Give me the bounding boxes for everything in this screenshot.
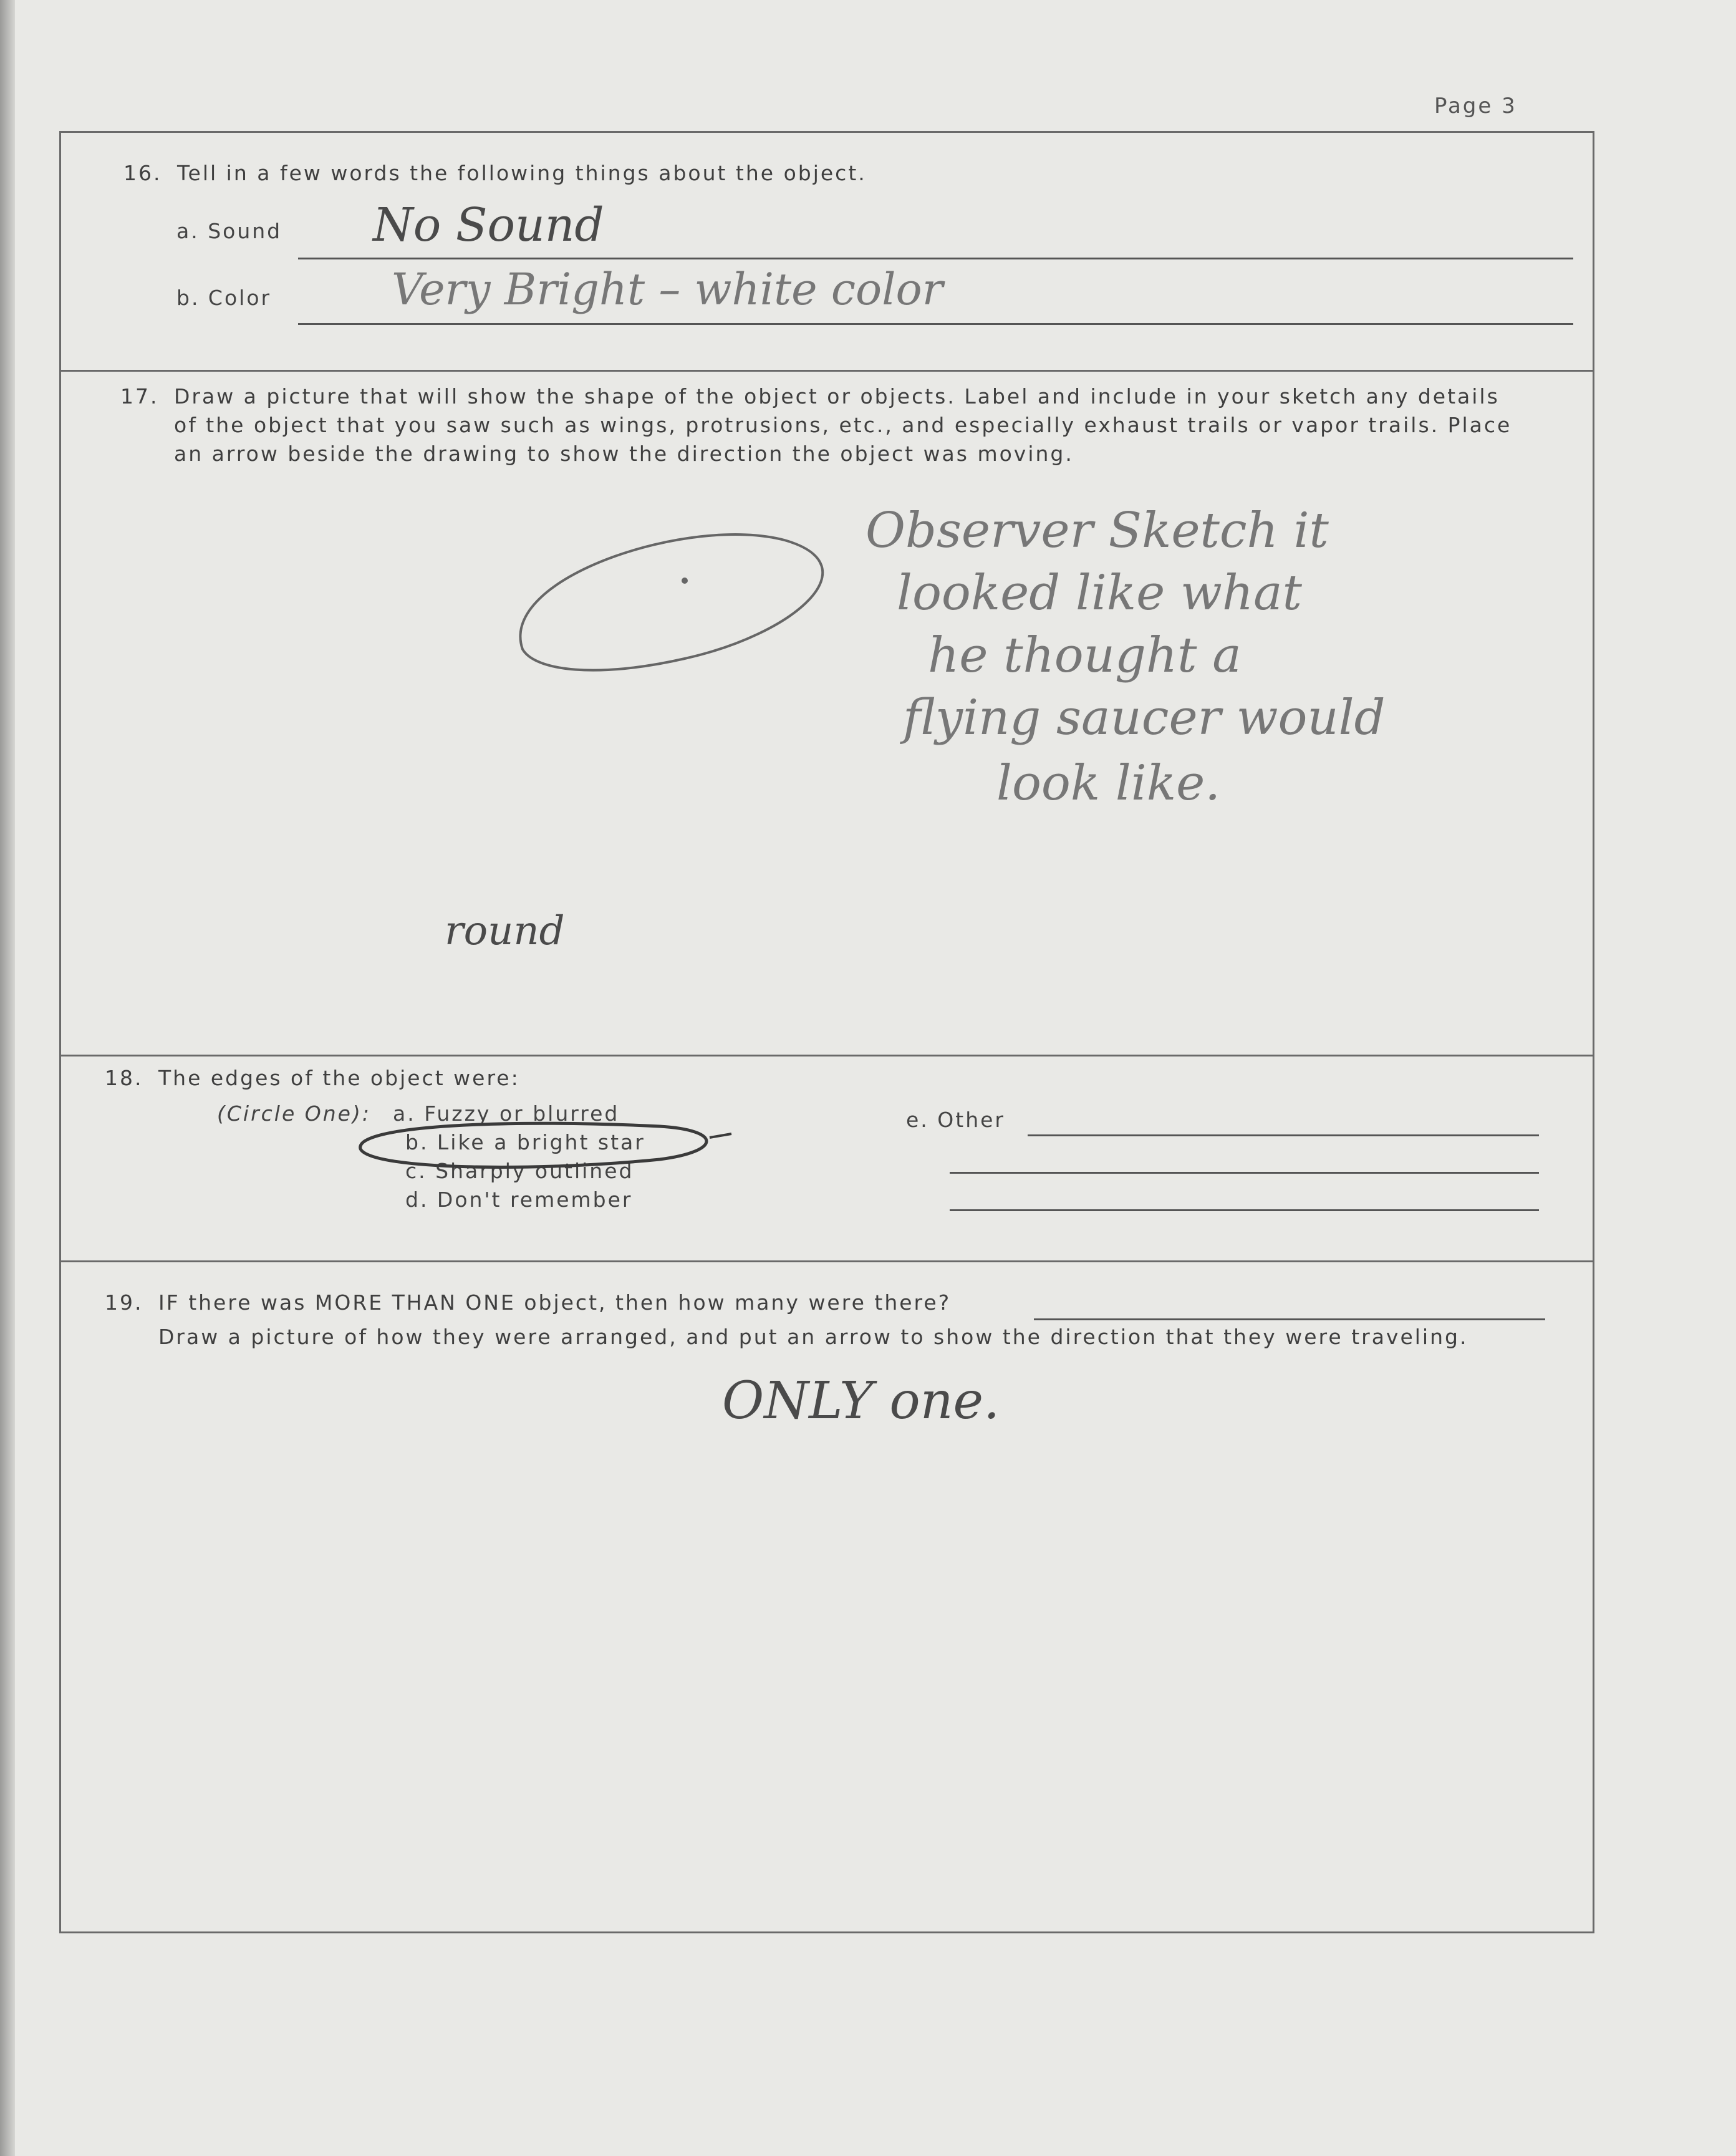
oval-center-dot [682,578,688,584]
option-e-other[interactable]: e. Other [906,1108,1005,1132]
q16-prompt [123,161,867,185]
q17-prompt-line2: of the object that you saw such as wings, protrusions, etc., and especially exhaust trails or vapor trails. Place [174,413,1512,437]
question-17 [61,370,1593,1055]
q16-prompt-text: Tell in a few words the following things about the object. [177,161,867,185]
q19-answer[interactable]: ONLY one. [722,1371,1000,1431]
sketch-label-round: round [445,908,565,954]
sound-label: a. Sound [176,219,282,243]
q19-prompt-line1 [105,1290,951,1315]
page-number: Page 3 [1434,94,1517,118]
q17-number: 17. [120,384,159,408]
sound-answer[interactable]: No Sound [373,198,604,252]
observer-note-line3: he thought a [928,627,1242,684]
option-d[interactable]: d. Don't remember [405,1187,633,1212]
option-c[interactable]: c. Sharply outlined [405,1159,634,1183]
q18-number: 18. [105,1066,143,1090]
q17-prompt-text-1: Draw a picture that will show the shape of the object or objects. Label and include in your sketch any details [174,384,1500,408]
observer-note-line1: Observer Sketch it [866,503,1329,559]
oval-sketch-stroke [520,534,822,670]
question-16 [61,133,1593,370]
other-line-2 [950,1172,1539,1174]
option-b[interactable]: b. Like a bright star [405,1130,645,1154]
color-answer[interactable]: Very Bright – white color [392,264,943,315]
scan-edge [0,0,15,2156]
question-19 [61,1260,1593,1935]
q19-count-line [1034,1318,1545,1320]
q18-prompt-text: The edges of the object were: [158,1066,520,1090]
form-frame [59,131,1594,1933]
sound-line [298,258,1573,259]
circle-one-instruction: (Circle One): [217,1101,371,1126]
q19-prompt-line2: Draw a picture of how they were arranged, and put an arrow to show the direction that they were traveling. [158,1325,1468,1349]
option-b-circle-mark [61,1056,1596,1262]
observer-note-line2: looked like what [897,565,1302,621]
q16-number: 16. [123,161,162,185]
observer-note-line5: look like. [996,755,1221,811]
other-line-3 [950,1209,1539,1211]
observer-note-line4: flying saucer would [903,690,1386,746]
option-a[interactable]: a. Fuzzy or blurred [393,1101,620,1126]
q17-prompt-line3: an arrow beside the drawing to show the direction the object was moving. [174,442,1074,466]
question-18 [61,1055,1593,1260]
q19-prompt-text-1: IF there was MORE THAN ONE object, then how many were there? [158,1290,952,1315]
color-line [298,323,1573,325]
q19-number: 19. [105,1290,143,1315]
other-line-1 [1028,1134,1539,1136]
color-label: b. Color [176,286,272,310]
